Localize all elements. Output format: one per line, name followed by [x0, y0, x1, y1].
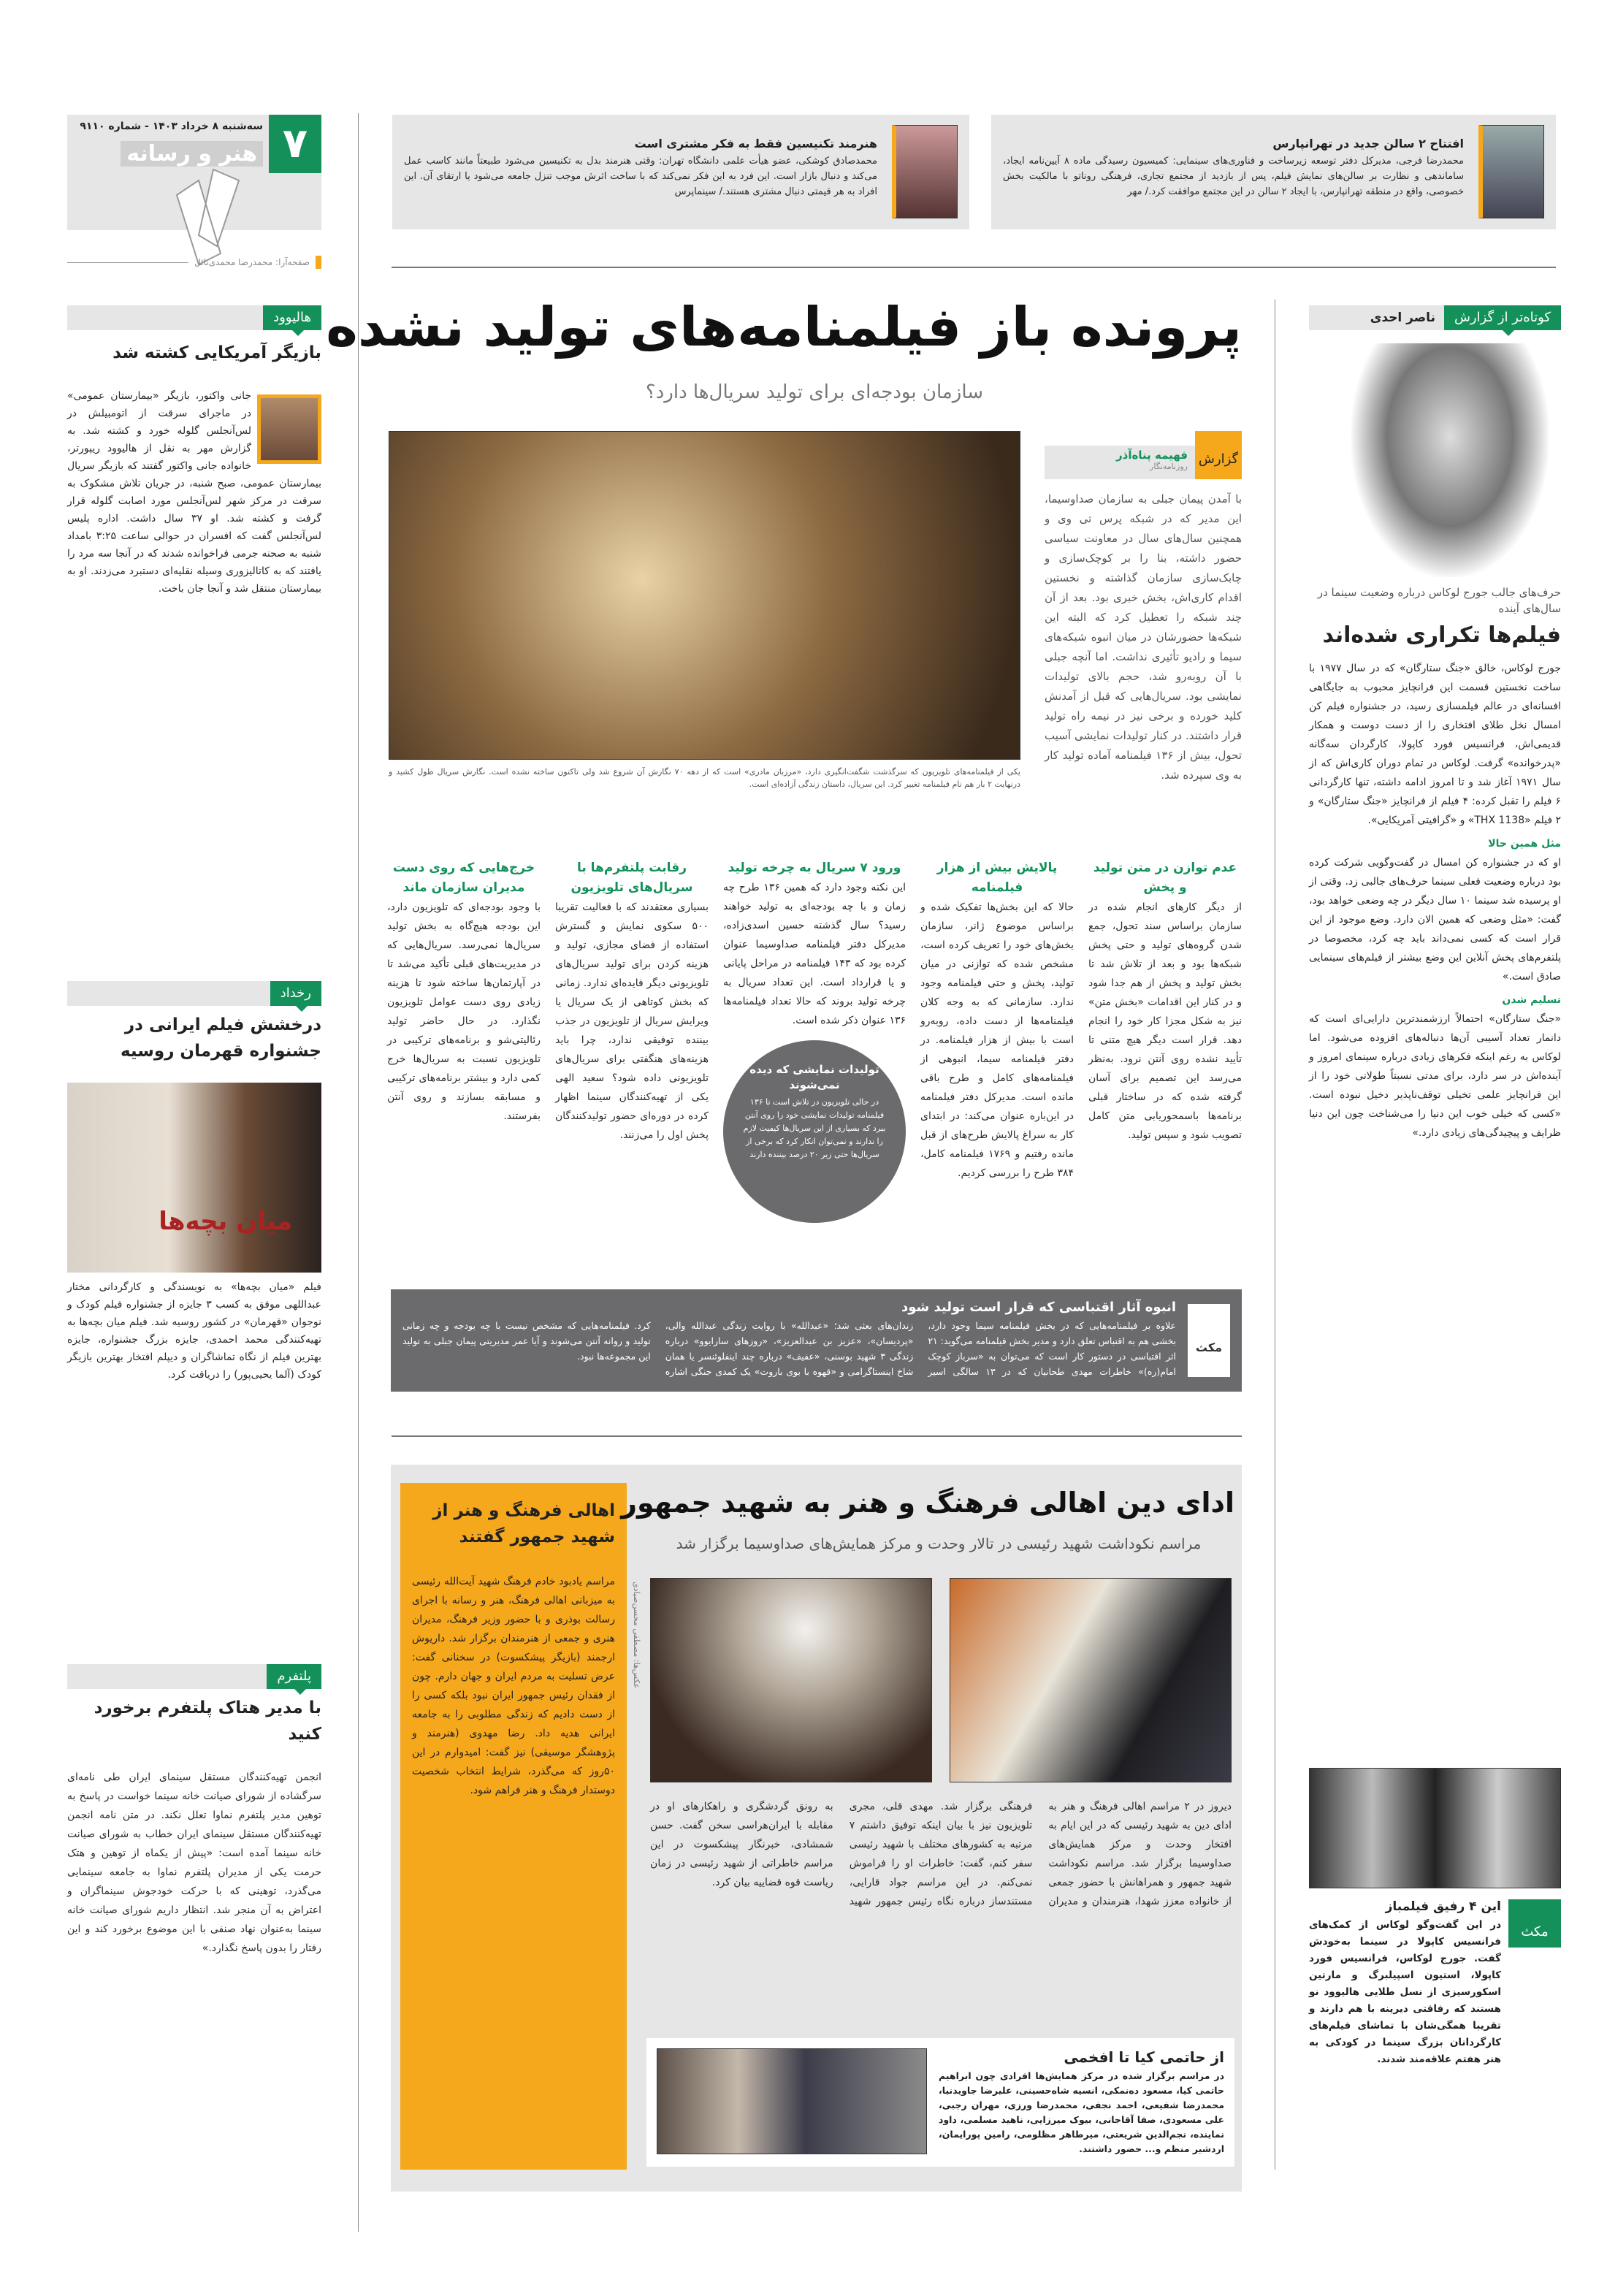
hatami-box: [646, 2038, 1234, 2167]
right-subhead: مثل همین حالا: [1488, 838, 1561, 850]
left-kicker-platform: [67, 1664, 321, 1689]
left-kicker-hollywood: [67, 305, 321, 330]
box-body: در این گفت‌وگو لوکاس از کمک‌های فرانسیس کاپولا در سینما به‌خودش گفت. جورج لوکاس، فرانسیس فورد کاپولا، استیون اسپیلبرگ و مارتین اسکورسیزی از نسل طلایی هالیوود نو هستند که رفاقتی دیرینه با هم دارند و تقریبا همگی‌شان با تماشای فیلم‌های کارگردانان بزرگ سینما در کودکی به هنر هفتم علاقه‌مند شدند.: [1309, 1919, 1501, 2065]
brief-portrait: [892, 125, 958, 218]
ceremony-photo-1: [950, 1578, 1232, 1782]
article-column: [387, 858, 541, 1223]
right-heading-block: [1309, 584, 1561, 1145]
article-column: [920, 858, 1074, 1223]
kicker-tag: هالیوود: [263, 305, 321, 330]
column-body: بسیاری معتقدند که با فعالیت تقریبا ۵۰۰ سکوی نمایش و گسترش استفاده از فضای مجازی، تولید و هزینه کردن برای تولید سریال‌های تلویزیونی دیگر فایده‌ای ندارد. زمانی که بخش کوتاهی از یک سریال یا ویرایش سریال از تلویزیون در جذب بیننده توفیقی ندارد، چرا باید هزینه‌های هنگفتی برای سریال‌های تلویزیونی داده شود؟ سعید الهی یکی از تهیه‌کنندگان سینما اظهار کرده در دوره‌ای حضور تولیدکنندگان پخش اول را می‌زنند.: [555, 901, 709, 1141]
section-logo: هنر و رسانه: [121, 141, 263, 167]
adaptations-box: [391, 1289, 1242, 1392]
box-tag: مکث: [1188, 1304, 1230, 1377]
hatami-body: در مراسم برگزار شده در مرکز همایش‌ها افرادی چون ابراهیم حاتمی کیا، مسعود ده‌نمکی، انسیه شاه‌حسینی، علیرضا جاویدنیا، محمدرضا شفیعی، احمد نجفی، محمدرضا ورزی، مهران رجبی، علی مسعودی، صفا آقاجانی، بیوک میرزایی، ناهید مسلمی، داود نماینده، نجم‌الدین شریعتی، میرطاهر مظلومی، رامین پورایمان، اردشیر منظم و... حضور داشتند.: [939, 2070, 1224, 2154]
section-rule: [392, 1435, 1242, 1437]
right-body: [1309, 659, 1561, 1143]
masthead: [67, 115, 321, 230]
brief-portrait: [1478, 125, 1544, 218]
sidebar-body: مراسم یادبود خادم فرهنگ شهید آیت‌الله رئیسی به میزبانی اهالی فرهنگ، هنر و رسانه با اجرای رسالت بوذری و با حضور وزیر فرهنگ، مدیران هنری و جمعی از هنرمندان برگزار شد. داریوش ارجمند (بازیگر پیشکسوت) در سخنانی گفت: عرض تسلیت به مردم ایران و جهان دارم. چون از فقدان رئیس جمهور ایران نبود بلکه کسی را از دست دادیم که زندگی مطلوبی را به جامعه ایرانی هدیه داد. رضا مهدوی (هنرمند و پژوهشگر موسیقی) نیز گفت: امیدوارم در این ۵۰روز که می‌گذرد، شرایط انتخاب شخصیت دوستدار فرهنگ و هنر فراهم شود.: [412, 1576, 615, 1796]
report-kicker: [1045, 431, 1242, 479]
top-brief-technician: [392, 115, 969, 229]
right-kicker: [1309, 305, 1561, 330]
column-subhead: رقابت پلتفرم‌ها با سریال‌های تلویزیون: [570, 861, 693, 895]
kicker-tag: رخداد: [270, 981, 321, 1006]
main-intro: با آمدن پیمان جبلی به سازمان صداوسیما، این مدیر که در شبکه پرس تی وی و همچنین سال‌های سال در معاونت سیاسی حضور داشته، بنا را بر کوچک‌سازی و چابک‌سازی سازمان گذاشته و نخستین اقدام کاری‌اش، بخش خبری بود. بعد از آن چند شبکه را تعطیل کرد که البته این شبکه‌ها حضورشان در میان انبوه شبکه‌های سیما و رادیو تأثیری نداشت. اما آنچه جبلی با آن روبه‌رو شد، حجم بالای تولیدات نمایشی بود. سریال‌هایی که قبل از آمدنش کلید خورده و برخی نیز در نیمه راه تولید قرار داشتند. در کنار تولیدات نمایشی آسیب تحول، بیش از ۱۳۶ فیلمنامه آماده تولید کار به وی سپرده شد.: [1045, 492, 1242, 782]
left-s1-body: [67, 387, 321, 598]
paragraph: جانی واکتور، بازیگر «بیمارستان عمومی» در ماجرای سرقت از اتومبیلش در لس‌آنجلس گلوله خورد و کشته شد. به گزارش مهر به نقل از هالیوود ریپورتر، خانواده جانی واکتور گفتند که بازیگر سریال بیمارستان عمومی، صبح شنبه، در جریان تلاش مشکوک به سرقت در مرکز شهر لس‌آنجلس مورد اصابت گلوله قرار گرفت و کشته شد. او ۳۷ سال داشت. اداره پلیس لس‌آنجلس گفت که افسران در حوالی ساعت ۳:۲۵ بامداد شنبه به صحنه جرمی فراخوانده شدند که در آنجا سه مرد را یافتند که به کاتالیزوری وسیله نقلیه‌ای دستبرد می‌زدند. او به بیمارستان منتقل شد و آنجا جان باخت.: [67, 390, 321, 595]
main-columns: [387, 858, 1242, 1223]
brief-title: هنرمند تکنیسین فقط به فکر مشتری است: [634, 137, 877, 150]
ceremony-photo-2: [650, 1578, 932, 1782]
top-rule: [392, 267, 1556, 268]
ceremony-sidebar: [400, 1483, 627, 2170]
four-friends-photo: [1309, 1768, 1561, 1888]
right-box: [1309, 1899, 1561, 2068]
paragraph: او که در جشنواره کن امسال در گفت‌وگویی شرکت کرده بود درباره وضعیت فعلی سینما حرف‌های جالبی زد. وقتی از او پرسیده شد سینما ۱۰ سال دیگر در چه وضعی خواهد بود، گفت: «مثل وضعی که همین الان دارد. وضع موجود از این قرار است که کسی نمی‌داند باید چه کرد، مخصوصا در پلتفرم‌های پخش آنلاین این وضع بیشتر از فیلم‌های سینمایی صادق است.»: [1309, 857, 1561, 983]
hatami-title: از حاتمی کیا تا افخمی: [1064, 2048, 1224, 2066]
pull-quote-body: در حالی تلویزیون در تلاش است تا ۱۳۶ فیلمنامه تولیدات نمایشی خود را روی آنتن ببرد که بسیاری از این سریال‌ها کیفیت لازم را ندارند و نمی‌توان انکار کرد که برخی از سریال‌ها حتی زیر ۲۰ درصد بیننده دارند: [743, 1097, 886, 1159]
right-headline: فیلم‌ها تکراری شده‌اند: [1322, 622, 1561, 648]
lucas-portrait: [1351, 343, 1549, 577]
guests-photo: [657, 2048, 927, 2154]
main-subheadline: سازمان بودجه‌ای برای تولید سریال‌ها دارد؟: [645, 381, 984, 403]
pull-quote-circle: [723, 1040, 906, 1223]
ceremony-headline: ادای دین اهالی فرهنگ و هنر به شهید جمهور: [621, 1487, 1234, 1519]
sidebar-title: اهالی فرهنگ و هنر از شهید جمهور گفتند: [432, 1501, 615, 1546]
ceremony-subheadline: مراسم نکوداشت شهید رئیسی در تالار وحدت و مرکز همایش‌های صداوسیما برگزار شد: [676, 1535, 1202, 1552]
date-issue: سه‌شنبه ۸ خرداد ۱۴۰۳ - شماره ۹۱۱۰: [80, 121, 263, 132]
kicker-author: ناصر احدی: [1309, 305, 1444, 330]
film-strip-logo-icon: [169, 166, 250, 268]
column-subhead: خرج‌هایی که روی دست مدیران سازمان ماند: [392, 861, 535, 895]
left-s3-body: انجمن تهیه‌کنندگان مستقل سینمای ایران طی نامه‌ای سرگشاده از شورای صیانت خانه سینما خواست در پاسخ به توهین مدیر پلتفرم نماوا تعلل نکند. در متن نامه انجمن تهیه‌کنندگان مستقل سینمای ایران خطاب به شورای صیانت خانه سینما آمده است: «پیش از یکماه از توهین و هتک حرمت یکی از مدیران پلتفرم نماوا به جامعه سینمایی می‌گذرد، توهینی که با حرکت خودجوش سینماگران و اعتراض به آن منجر شد. انتظار داریم شورای صیانت خانه سینما به‌عنوان نهاد صنفی با این موضوع برخورد کند و این رفتار را بدون پاسخ نگذارد.»: [67, 1771, 321, 1954]
left-s2-title: درخشش فیلم ایرانی در جشنواره قهرمان روسیه: [120, 1015, 321, 1061]
right-pre-title: حرف‌های جالب جورج لوکاس درباره وضعیت سینما در سال‌های آینده: [1317, 586, 1561, 615]
column-divider: [358, 113, 359, 2232]
brief-title: افتتاح ۲ سالن جدید در تهرانپارس: [1272, 137, 1464, 150]
left-kicker-event: [67, 981, 321, 1006]
kicker-tag: پلتفرم: [267, 1664, 321, 1689]
right-subhead: تسلیم شدن: [1502, 994, 1561, 1006]
brief-body: محمدصادق کوشکی، عضو هیأت علمی دانشگاه تهران: وقتی هنرمند بدل به تکنیسین می‌شود طبیعتاً مانند کاسب عمل می‌کند و دنبال بازار است. این فرد به این فکر نمی‌کند که با ساخت اثرش موجب تنزل جامعه می‌شود یا ارتقای آن. این افراد به هر قیمتی دنبال مشتری هستند./ سینماپرس: [404, 156, 877, 197]
brief-body: محمدرضا فرجی، مدیرکل دفتر توسعه زیرساخت و فناوری‌های سینمایی: کمیسیون رسیدگی ماده ۸ آیین‌نامه ایجاد، ساماندهی و نظارت بر سالن‌های نمایش فیلم، پس از بازدید از مجتمع تجاری، فرهنگی روناتو با مالکیت بخش خصوصی، واقع در منطقه تهرانپارس، با ایجاد ۲ سالن در این مجتمع موافقت کرد./ مهر: [1003, 156, 1464, 197]
report-tag: گزارش: [1195, 431, 1242, 479]
paragraph: «جنگ ستارگان» احتمالاً ارزشمندترین دارایی‌ای است که دانمار تعداد آسیبی آن‌ها دنباله‌های افزوده می‌شود. اما لوکاس به رغم اینکه فکرهای زیادی درباره سینمای امروز و آینده‌اش در سر دارد، برای مدتی نسبتاً طولانی خود را از این فرانچایز علمی تخیلی توقف‌ناپذیر دخیل نبوده است. «کسی که خیلی خوب این دنیا را می‌شناخت چون این دنیا ظرایف و پیچیدگی‌های زیادی دارد.»: [1309, 1013, 1561, 1139]
left-s1-title: بازیگر آمریکایی کشته شد: [112, 343, 321, 362]
page-number: ۷: [269, 115, 321, 173]
column-body: حالا که این بخش‌ها تفکیک شده و براساس موضوع ژانر، سازمان بخش‌های خود را تعریف کرده است، مشخص شده که توازنی در میان تولید، پخش و حتی فیلمنامه وجود ندارد. سازمانی که به وجه کلان فیلمنامه‌ها از دست داده، روبه‌رو است با بیش از هزار فیلمنامه. در دفتر فیلمنامه سیما، انبوهی از فیلمنامه‌های کامل و طرح باقی مانده است. مدیرکل دفتر فیلمنامه در این‌باره عنوان می‌کند: در ابتدای کار به سراغ پالایش طرح‌های از قبل مانده رفتیم و ۱۷۶۹ فیلمنامه کامل، ۳۸۴ طرح را بررسی کردیم.: [920, 901, 1074, 1179]
kicker-tag: کوتاه‌تر از گزارش: [1444, 305, 1561, 330]
author-role: روزنامه‌نگار: [1150, 462, 1188, 471]
main-photo: [389, 431, 1020, 760]
main-headline: پرونده باز فیلمنامه‌های تولید نشده: [326, 296, 1242, 359]
poster-title: میان بچه‌ها: [159, 1207, 292, 1236]
page-editor: [67, 256, 321, 269]
photo-credit: عکس‌ها: مصطفی محسن‌صیادی: [632, 1582, 641, 1689]
box-body: علاوه بر فیلمنامه‌هایی که در بخش فیلمنامه سیما وجود دارد، بخشی هم به اقتباس تعلق دارد و مدیر بخش فیلمنامه می‌گوید: ۲۱ اثر اقتباسی در دستور کار است که می‌توان به «سرباز کوچک امام(ره)» خاطرات مهدی طحانیان که در ۱۳ سالگی اسیر زندان‌های بعثی شد؛ «عبدالله» با روایت زندگی عبدالله والی، «پردیسان»، «عزیز بن عبدالعزیز»، «روزهای سارایوو» درباره زندگی ۳ شهید بوسنی، «عفیف» درباره چند اینفلوئنسر یا همان شاخ اینستاگرامی و «قهوه با بوی باروت» یک کمدی جنگی اشاره کرد. فیلمنامه‌هایی که مشخص نیست با چه بودجه و چه زمانی تولید و روانه آنتن می‌شوند و آیا عمر مدیریتی پیمان جبلی به تولید این مجموعه‌ها نبود.: [402, 1320, 1176, 1377]
box-title: انبوه آثار اقتباسی که قرار است تولید شود: [901, 1300, 1176, 1315]
column-body: این نکته وجود دارد که همین ۱۳۶ طرح چه زمان و با چه بودجه‌ای به تولید خواهند رسید؟ سال گذشته حسین اسدی‌زاده، مدیرکل دفتر فیلمنامه صداوسیما عنوان کرده بود که ۱۴۳ فیلمنامه در مراحل پایانی و یا قرارداد است. این تعداد سریال به چرخه تولید بروند که حالا تعداد فیلمنامه‌ها ۱۳۶ عنوان ذکر شده است.: [723, 882, 906, 1026]
left-s3-title: با مدیر هتاک پلتفرم برخورد کنید: [93, 1698, 321, 1744]
column-body: از دیگر کارهای انجام شده در سازمان براساس سند تحول، جمع شدن گروه‌های تولید و حتی پخش شبکه‌ها بود و بعد از تلاش شد تا بخش تولید و پخش از هم جدا شود و در کنار این اقدامات «بخش متن» نیز به شکل مجزا کار خود را انجام دهد. قرار است دیگر هیچ متنی تا تأیید نشده روی آنتن نرود. به‌نظر می‌رسد این تصمیم برای آسان گرفته شده که در ساختار قبلی برنامه‌ها باسمحوریابی متن کامل تصویب شود و سپس تولید.: [1088, 901, 1242, 1141]
left-s2-body: فیلم «میان بچه‌ها» به نویسندگی و کارگردانی مختار عبداللهی موفق به کسب ۳ جایزه از جشنواره فیلم کودک و نوجوان «قهرمان» در کشور روسیه شد. فیلم میان بچه‌ها به تهیه‌کنندگی محمد احمدی، جایزه بزرگ جشنواره، جایزه بهترین فیلم از نگاه تماشاگران و دیپلم افتخار بهترین بازیگر کودک (آلما یحیی‌پور) را دریافت کرد.: [67, 1281, 321, 1381]
box-tag: مکث: [1508, 1899, 1561, 1948]
column-subhead: عدم توازن در متن تولید و پخش: [1093, 861, 1237, 895]
column-subhead: ورود ۷ سریال به چرخه تولید: [728, 861, 901, 875]
ceremony-body: دیروز در ۲ مراسم اهالی فرهنگ و هنر به ادای دین به شهید رئیسی که در این ایام به افتخار وحدت و مرکز همایش‌های صداوسیما برگزار شد. مراسم نکوداشت شهید جمهور و همراهانش با حضور جمعی از خانواده معزز شهدا، هنرمندان و مدیران فرهنگی برگزار شد. مهدی قلی، مجری تلویزیون نیز با بیان اینکه توفیق داشتم ۷ مرتبه به کشورهای مختلف با شهید رئیسی سفر کنم، گفت: خاطرات او را فراموش نمی‌کنم. در این مراسم جواد قارایی، مستندساز درباره نگاه رئیس جمهور شهید به رونق گردشگری و راهکارهای او در مقابله با ایران‌هراسی سخن گفت. حسن شمشادی، خبرنگار پیشکسوت در این مراسم خاطراتی از شهید رئیسی در زمان ریاست قوه قضاییه بیان کرد.: [650, 1801, 1232, 1907]
box-title: این ۴ رفیق فیلمباز: [1385, 1899, 1501, 1914]
column-subhead: پالایش بیش از هزار فیلمنامه: [936, 861, 1058, 895]
top-brief-sinema-halls: [991, 115, 1556, 229]
pull-quote-title: تولیدات نمایشی که دیده نمی‌شوند: [749, 1063, 879, 1091]
article-column: [1088, 858, 1242, 1223]
film-poster: [67, 1083, 321, 1273]
paragraph: جورج لوکاس، خالق «جنگ ستارگان» که در سال ۱۹۷۷ با ساخت نخستین قسمت این فرانچایز محبوب به جایگاهی افسانه‌ای در عالم فیلمسازی رسید، در جشنواره فیلم کن امسال نخل طلای افتخاری را از دست دوست و همکار قدیمی‌اش، فرانسیس فورد کاپولا، کارگردان سه‌گانه «پدرخوانده» گرفت. لوکاس در تمام دوران کاری‌اش که از سال ۱۹۷۱ آغاز شد و تا امروز ادامه داشته، تنها کارگردانی ۶ فیلم را تقبل کرده: ۴ فیلم از فرانچایز «جنگ ستارگان» و ۲ فیلم «THX 1138» و «گرافیتی آمریکایی».: [1309, 663, 1561, 826]
article-column: [555, 858, 709, 1223]
author-name: فهیمه پناه‌آذر: [1116, 449, 1188, 462]
page-editor-label: صفحه‌آرا: محمدرضا محمدی‌نائل: [194, 257, 310, 267]
column-body: با وجود بودجه‌ای که تلویزیون دارد، این بودجه هیچ‌گاه به بخش تولید سریال‌ها نمی‌رسد. سریال‌هایی که در مدیریت‌های قبلی تأکید می‌شد تا در آپارتمان‌ها ساخته شود تا هزینه زیادی روی دست عوامل تلویزیون نگذارد. در حال حاضر تولید رئالیتی‌شو و برنامه‌های ترکیبی در تلویزیون نسبت به سریال‌ها خرج کمی دارد و بیشتر برنامه‌های ترکیبی و مسابقه بسازند و روی آنتن بفرستند.: [387, 901, 541, 1122]
main-photo-caption: یکی از فیلمنامه‌های تلویزیون که سرگذشت شگفت‌انگیزی دارد، «مرزبان مادری» است که از دهه ۷۰ نگارش آن شروع شد ولی تاکنون ساخته نشده است. نگارش سریال طول کشید و درنهایت ۲ بار هم نام فیلمنامه تغییر کرد. این سریال، داستان زندگی آزاده‌ای است.: [389, 767, 1020, 789]
article-column: [723, 858, 906, 1223]
